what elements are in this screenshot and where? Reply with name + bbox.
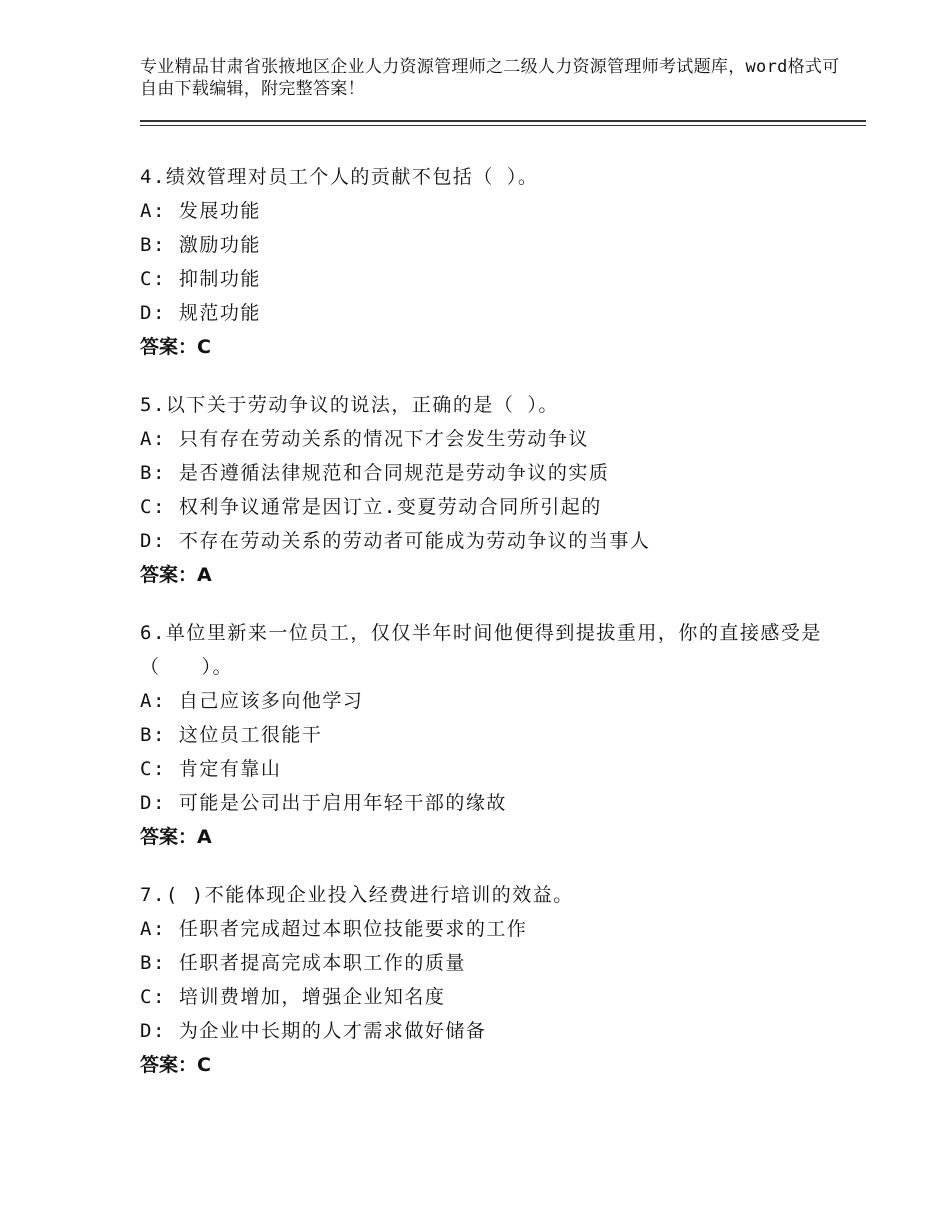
option-letter: A:: [140, 200, 166, 222]
option-text: 不存在劳动关系的劳动者可能成为劳动争议的当事人: [178, 530, 651, 552]
option-c: [140, 980, 840, 1014]
option-a: [140, 912, 840, 946]
option-letter: C:: [140, 268, 166, 290]
question-7: [140, 878, 840, 1082]
option-a: [140, 684, 840, 718]
question-6: [140, 616, 840, 854]
option-letter: B:: [140, 952, 166, 974]
option-c: [140, 490, 840, 524]
option-letter: B:: [140, 724, 166, 746]
option-letter: A:: [140, 690, 166, 712]
option-b: [140, 228, 840, 262]
answer-line: 答案：A: [140, 564, 212, 586]
header-divider-thick: [140, 120, 866, 122]
question-stem: 5.以下关于劳动争议的说法，正确的是（ ）。: [140, 394, 559, 416]
option-text: 自己应该多向他学习: [178, 690, 364, 712]
option-letter: C:: [140, 758, 166, 780]
option-letter: D:: [140, 530, 166, 552]
question-list: [140, 160, 840, 1106]
option-a: [140, 194, 840, 228]
answer-line: 答案：C: [140, 336, 211, 358]
option-letter: C:: [140, 496, 166, 518]
option-text: 可能是公司出于启用年轻干部的缘故: [178, 792, 507, 814]
option-text: 任职者提高完成本职工作的质量: [178, 952, 466, 974]
option-text: 是否遵循法律规范和合同规范是劳动争议的实质: [178, 462, 610, 484]
answer-line: 答案：A: [140, 826, 212, 848]
option-d: [140, 1014, 840, 1048]
option-a: [140, 422, 840, 456]
option-letter: C:: [140, 986, 166, 1008]
answer-line: 答案：C: [140, 1054, 211, 1076]
option-text: 这位员工很能干: [178, 724, 323, 746]
option-letter: B:: [140, 462, 166, 484]
option-text: 激励功能: [178, 234, 261, 256]
option-letter: D:: [140, 302, 166, 324]
option-text: 抑制功能: [178, 268, 261, 290]
option-text: 培训费增加，增强企业知名度: [178, 986, 446, 1008]
option-text: 只有存在劳动关系的情况下才会发生劳动争议: [178, 428, 589, 450]
option-c: [140, 262, 840, 296]
option-letter: B:: [140, 234, 166, 256]
question-stem: 6.单位里新来一位员工，仅仅半年时间他便得到提拔重用，你的直接感受是（ ）。: [140, 622, 822, 678]
option-letter: D:: [140, 792, 166, 814]
option-letter: A:: [140, 428, 166, 450]
option-b: [140, 456, 840, 490]
option-c: [140, 752, 840, 786]
option-letter: A:: [140, 918, 166, 940]
header-divider-thin: [140, 125, 866, 126]
option-b: [140, 718, 840, 752]
option-text: 肯定有靠山: [178, 758, 282, 780]
option-text: 为企业中长期的人才需求做好储备: [178, 1020, 487, 1042]
option-d: [140, 786, 840, 820]
question-stem: 7.( )不能体现企业投入经费进行培训的效益。: [140, 884, 574, 906]
option-text: 发展功能: [178, 200, 261, 222]
question-stem: 4.绩效管理对员工个人的贡献不包括（ ）。: [140, 166, 539, 188]
option-d: [140, 296, 840, 330]
document-header: 专业精品甘肃省张掖地区企业人力资源管理师之二级人力资源管理师考试题库，word格式可自由下载编辑，附完整答案！: [140, 57, 840, 99]
option-text: 任职者完成超过本职位技能要求的工作: [178, 918, 528, 940]
option-text: 规范功能: [178, 302, 261, 324]
option-text: 权利争议通常是因订立.变夏劳动合同所引起的: [178, 496, 602, 518]
option-b: [140, 946, 840, 980]
option-letter: D:: [140, 1020, 166, 1042]
question-5: [140, 388, 840, 592]
question-4: [140, 160, 840, 364]
option-d: [140, 524, 840, 558]
